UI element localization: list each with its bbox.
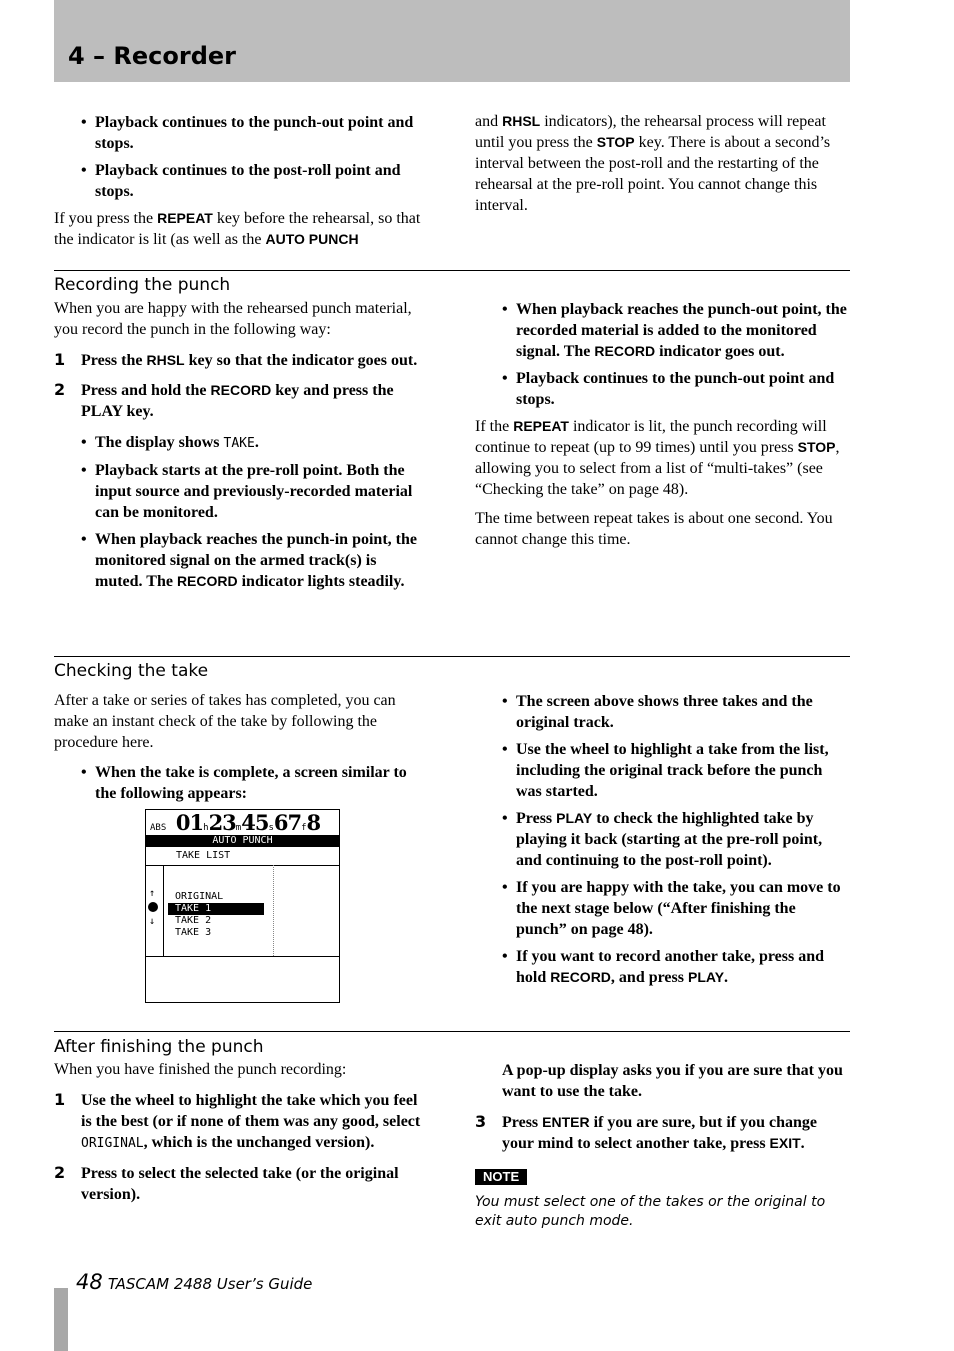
text: to check the highlighted take by playing it back (starting at the pre-roll point, and continuing to the post-roll point). xyxy=(516,810,823,869)
text: , and press xyxy=(610,969,688,986)
lcd-divider xyxy=(163,865,164,956)
list-item: • Playback continues to the punch-out point and stops. xyxy=(81,112,426,154)
section-divider xyxy=(54,656,850,657)
step-2 xyxy=(54,380,426,422)
paragraph: When you are happy with the rehearsed punch material, you record the punch in the following way: xyxy=(54,300,412,338)
list-item xyxy=(81,529,426,592)
list-item: • Playback starts at the pre-roll point. Both the input source and previously-recorded material can be monitored. xyxy=(81,460,426,523)
text: . xyxy=(724,969,729,986)
lcd-divider xyxy=(146,865,339,866)
text: If you want to record another take, press and hold xyxy=(516,948,825,986)
paragraph: When you have finished the punch recording: xyxy=(54,1061,347,1078)
step-1 xyxy=(54,350,426,371)
text: key so that the indicator goes out. xyxy=(184,352,418,369)
checking-right-column xyxy=(475,691,847,994)
note-box xyxy=(475,1166,847,1231)
paragraph: A pop-up display asks you if you are sure that you want to use the take. xyxy=(502,1062,843,1100)
text: When playback reaches the punch-in point, the monitored signal on the armed track(s) is muted. The xyxy=(95,531,417,590)
lcd-mode-bar: AUTO PUNCH xyxy=(146,835,339,847)
step-number: 2 xyxy=(54,380,66,399)
note-text: You must select one of the takes or the original to exit auto punch mode. xyxy=(475,1194,826,1229)
text: Press the xyxy=(81,352,147,369)
list-item xyxy=(81,432,426,454)
key-label: RECORD xyxy=(210,382,272,398)
text: indicators), the rehearsal process will repeat until you press the xyxy=(475,113,826,151)
key-label: AUTO PUNCH xyxy=(265,231,359,247)
list-item: • When the take is complete, a screen similar to the following appears: xyxy=(81,762,426,804)
text: key before the rehearsal, so that the indicator is lit (as well as the xyxy=(54,210,421,248)
lcd-list-item: TAKE 3 xyxy=(175,927,212,938)
text: key and press the PLAY key. xyxy=(81,382,394,420)
lcd-subframes: 8 xyxy=(306,810,322,835)
section-heading-after: After finishing the punch xyxy=(54,1037,264,1057)
key-label: STOP xyxy=(596,134,635,150)
paragraph xyxy=(475,416,847,500)
key-label: PLAY xyxy=(556,810,593,826)
key-label: RECORD xyxy=(550,969,611,985)
lcd-unit: s xyxy=(268,823,274,833)
section-divider xyxy=(54,1031,850,1032)
guide-title: TASCAM 2488 User’s Guide xyxy=(107,1275,313,1293)
paragraph: The time between repeat takes is about one second. You cannot change this time. xyxy=(475,510,833,548)
key-label: RECORD xyxy=(594,343,656,359)
page-footer xyxy=(76,1270,312,1294)
list-item xyxy=(502,946,847,988)
text: Press xyxy=(502,1114,543,1131)
step-1 xyxy=(54,1090,426,1154)
lcd-time-counter xyxy=(150,810,322,835)
section-divider xyxy=(54,270,850,271)
key-label: RECORD xyxy=(176,573,238,589)
after-left-column xyxy=(54,1059,426,1214)
lcd-unit: f xyxy=(301,823,307,833)
top-left-column xyxy=(54,112,426,258)
lcd-abs-label: ABS xyxy=(150,823,167,833)
text: and xyxy=(475,113,503,130)
text: If the xyxy=(475,418,514,435)
key-label: STOP xyxy=(797,439,836,455)
lcd-list-item-selected: TAKE 1 xyxy=(168,903,264,915)
text: When playback reaches the punch-out point, the recorded material is added to the monitored signal. The xyxy=(516,301,847,360)
key-label: PLAY xyxy=(687,969,725,985)
text: if you are sure, but if you change your mind to select another take, press xyxy=(502,1114,818,1152)
lcd-list-title: TAKE LIST xyxy=(176,850,231,861)
list-item xyxy=(502,299,847,362)
step-number: 1 xyxy=(54,1090,66,1109)
key-label: EXIT xyxy=(769,1135,801,1151)
text: The display shows xyxy=(95,434,224,451)
text: indicator is lit, the punch recording will continue to repeat (up to 99 times) until you press xyxy=(475,418,827,456)
lcd-unit: h xyxy=(203,823,209,833)
text: indicator lights steadily. xyxy=(237,573,405,590)
list-item: • If you are happy with the take, you can move to the next stage below (“After finishing the punch” on page 48). xyxy=(502,877,847,940)
key-label: RHSL xyxy=(502,113,541,129)
section-heading-checking: Checking the take xyxy=(54,661,209,681)
key-label: RHSL xyxy=(146,352,185,368)
display-text: TAKE xyxy=(223,436,255,451)
text: indicator goes out. xyxy=(655,343,785,360)
step-3 xyxy=(475,1112,847,1154)
step-number: 1 xyxy=(54,350,66,369)
list-item: • Playback continues to the punch-out point and stops. xyxy=(502,368,847,410)
list-item: • Use the wheel to highlight a take from the list, including the original track before the punch was started. xyxy=(502,739,847,802)
lcd-list-item: TAKE 2 xyxy=(175,915,212,926)
text: , which is the unchanged version). xyxy=(143,1134,375,1151)
recording-left-column xyxy=(54,298,426,598)
lcd-wheel-icon xyxy=(148,902,158,912)
text: , allowing you to select from a list of “multi-takes” (see “Checking the take” on page 48). xyxy=(475,439,840,498)
list-item: • Playback continues to the post-roll point and stops. xyxy=(81,160,426,202)
paragraph: After a take or series of takes has completed, you can make an instant check of the take by following the procedure here. xyxy=(54,692,396,751)
list-item xyxy=(502,808,847,871)
chapter-header xyxy=(54,0,850,82)
lcd-divider xyxy=(146,956,339,957)
key-label: REPEAT xyxy=(157,210,213,226)
key-label: REPEAT xyxy=(513,418,569,434)
paragraph xyxy=(475,111,847,216)
step-number: 3 xyxy=(475,1112,487,1131)
top-right-column xyxy=(475,111,847,224)
text: . xyxy=(800,1135,805,1152)
footer-bar xyxy=(54,1288,68,1351)
text: Press xyxy=(516,810,557,827)
paragraph xyxy=(54,208,426,250)
lcd-list-item: ORIGINAL xyxy=(175,891,224,902)
lcd-take-list xyxy=(168,891,264,939)
list-item: • The screen above shows three takes and the original track. xyxy=(502,691,847,733)
chapter-title: 4 – Recorder xyxy=(68,42,237,70)
lcd-up-arrow-icon: ↑ xyxy=(149,888,156,899)
lcd-divider xyxy=(273,865,274,956)
text: Press to select the selected take (or the original version). xyxy=(81,1165,399,1203)
note-badge: NOTE xyxy=(475,1169,527,1185)
checking-left-column xyxy=(54,690,426,810)
lcd-down-arrow-icon: ↓ xyxy=(149,916,156,927)
after-right-column xyxy=(475,1060,847,1231)
text: Press and hold the xyxy=(81,382,211,399)
text: Use the wheel to highlight the take which you feel is the best (or if none of them was any good, select xyxy=(81,1092,421,1130)
lcd-seconds: 45 xyxy=(241,810,269,835)
section-heading-recording: Recording the punch xyxy=(54,275,231,295)
display-text: ORIGINAL xyxy=(81,1136,144,1151)
lcd-hours: 01 xyxy=(175,810,204,835)
lcd-screen xyxy=(145,809,340,1003)
text: If you press the xyxy=(54,210,158,227)
lcd-unit: m xyxy=(235,823,242,833)
step-number: 2 xyxy=(54,1163,66,1182)
key-label: ENTER xyxy=(542,1114,590,1130)
page-number: 48 xyxy=(76,1270,103,1294)
text: . xyxy=(254,434,259,451)
lcd-minutes: 23 xyxy=(208,810,236,835)
step-2 xyxy=(54,1163,426,1205)
recording-right-column xyxy=(475,299,847,558)
lcd-frames: 67 xyxy=(273,810,302,835)
text: key. There is about a second’s interval between the post-roll and the restarting of the rehearsal at the pre-roll point. You cannot change this interval. xyxy=(475,134,831,214)
